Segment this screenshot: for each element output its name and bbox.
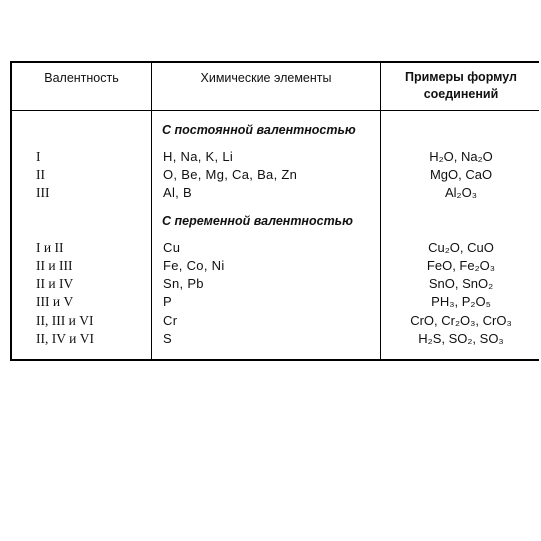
elements-cell: Al, B bbox=[163, 185, 192, 200]
elements-cell: Fe, Co, Ni bbox=[163, 258, 225, 273]
elements-cell: Sn, Pb bbox=[163, 276, 204, 291]
header-valence: Валентность bbox=[44, 71, 119, 85]
elements-cell: S bbox=[163, 331, 172, 346]
valence-cell: I и II bbox=[36, 240, 64, 255]
valence-cell: II bbox=[36, 167, 45, 182]
formula-cell: H₂S, SO₂, SO₃ bbox=[418, 331, 504, 346]
header-formulas: Примеры формул соединений bbox=[405, 70, 517, 101]
valence-cell: I bbox=[36, 149, 41, 164]
formula-cell: PH₃, P₂O₅ bbox=[431, 294, 491, 309]
formula-cell: Cu₂O, CuO bbox=[428, 240, 494, 255]
elements-cell: Cu bbox=[163, 240, 181, 255]
formula-cell: H₂O, Na₂O bbox=[429, 149, 493, 164]
column-divider bbox=[151, 63, 152, 359]
elements-cell: H, Na, K, Li bbox=[163, 149, 234, 164]
elements-cell: O, Be, Mg, Ca, Ba, Zn bbox=[163, 167, 298, 182]
header-elements: Химические элементы bbox=[200, 71, 332, 85]
elements-cell: Cr bbox=[163, 313, 178, 328]
formula-cell: SnO, SnO₂ bbox=[428, 276, 494, 291]
valence-cell: III bbox=[36, 185, 50, 200]
valence-cell: III и V bbox=[36, 294, 74, 309]
section-variable-valence: С переменной валентностью bbox=[162, 214, 353, 228]
section-constant-valence: С постоянной валентностью bbox=[162, 123, 356, 137]
formula-cell: Al₂O₃ bbox=[444, 185, 477, 200]
formula-cell: FeO, Fe₂O₃ bbox=[426, 258, 496, 273]
valence-cell: II, III и VI bbox=[36, 313, 94, 328]
formula-cell: CrO, Cr₂O₃, CrO₃ bbox=[410, 313, 512, 328]
valence-cell: II и III bbox=[36, 258, 73, 273]
formula-cell: MgO, CaO bbox=[429, 167, 493, 182]
header-divider bbox=[12, 110, 539, 111]
elements-cell: P bbox=[163, 294, 172, 309]
valence-cell: II и IV bbox=[36, 276, 74, 291]
valence-table bbox=[10, 61, 539, 361]
valence-cell: II, IV и VI bbox=[36, 331, 94, 346]
